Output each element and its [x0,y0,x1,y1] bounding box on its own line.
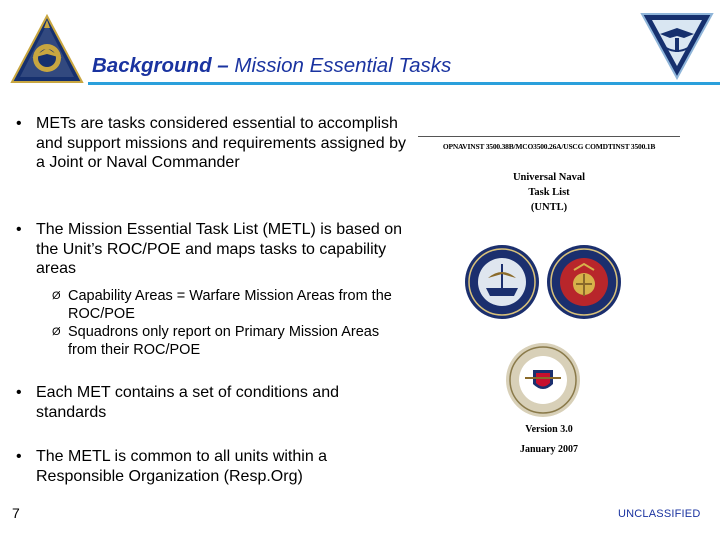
right-emblem-logo [640,8,714,80]
arrow-bullet-icon: Ø [52,326,61,338]
cover-title-line-1: Universal Naval [512,172,586,183]
cover-title-line-2: Task List [528,187,570,198]
left-emblem-logo [10,14,84,86]
arrow-bullet-icon: Ø [52,290,61,302]
bullet-text: Each MET contains a set of conditions and standards [36,384,339,421]
bullet-marker: • [16,384,22,401]
bullet-marker: • [16,448,22,465]
marine-corps-seal-icon [546,244,622,320]
page-title [92,54,632,78]
title-prefix: Background – [92,54,235,77]
cover-title-line-3: (UNTL) [530,202,568,213]
bullet-item [16,383,406,422]
header-divider [88,82,720,85]
cover-top-rule [418,136,680,137]
cover-date: January 2007 [519,444,579,455]
page-number: 7 [12,505,20,521]
bullet-marker: • [16,221,22,238]
classification-label: UNCLASSIFIED [618,508,701,520]
bullet-text: The METL is common to all units within a Responsible Organization (Resp.Org) [36,448,328,485]
bullet-item [16,447,406,486]
bullet-text: The Mission Essential Task List (METL) is based on the Unit’s ROC/POE and maps tasks to capability areas [36,221,403,277]
coast-guard-seal-icon [505,342,581,418]
bullet-item [16,220,406,279]
bullet-item [16,114,406,173]
sub-bullet-item [52,287,412,323]
cover-version: Version 3.0 [525,424,573,435]
untl-cover-image [418,132,680,462]
title-main: Mission Essential Tasks [234,54,452,77]
bullet-marker: • [16,115,22,132]
navy-seal-icon [464,244,540,320]
bullet-text: METs are tasks considered essential to accomplish and support missions and requirements assigned by a Joint or Naval Commander [36,115,406,171]
sub-bullet-text: Capability Areas = Warfare Mission Areas from the ROC/POE [68,288,392,322]
instruction-number: OPNAVINST 3500.38B/MCO3500.26A/USCG COMDTINST 3500.1B [442,142,656,151]
sub-bullet-text: Squadrons only report on Primary Mission Areas from their ROC/POE [68,324,380,358]
sub-bullet-item [52,323,382,359]
